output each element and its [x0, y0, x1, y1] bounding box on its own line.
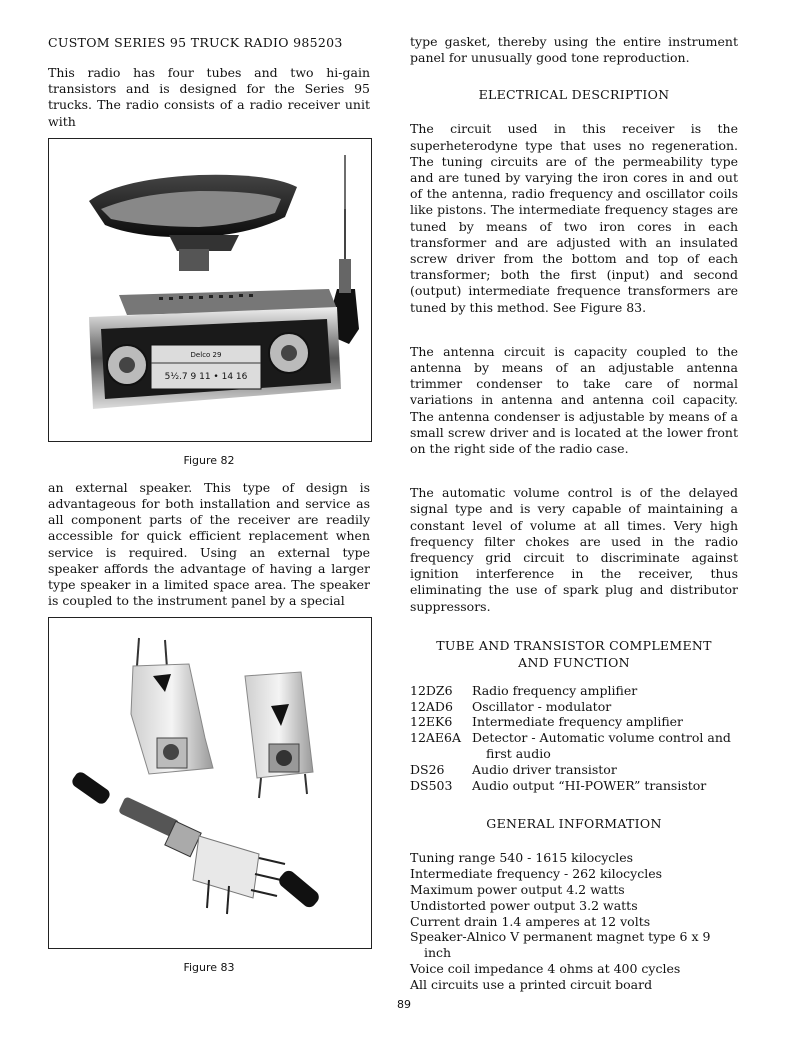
- tube-function: Intermediate frequency amplifier: [472, 714, 684, 730]
- list-item: Maximum power output 4.2 watts: [410, 882, 625, 898]
- figure-83-caption: Figure 83: [183, 961, 235, 975]
- right-column: [410, 34, 738, 993]
- list-item: Intermediate frequency - 262 kilocycles: [410, 866, 663, 882]
- transformer-can-left: [131, 638, 213, 774]
- coil-assembly: [118, 797, 285, 915]
- electrical-description-heading: ELECTRICAL DESCRIPTION: [478, 87, 670, 103]
- intro-paragraph: This radio has four tubes and two hi-gain transistors and is designed for the Series 95 trucks. The radio consists of a radio receiver unit with: [48, 65, 370, 129]
- left-column: [48, 34, 370, 975]
- page-number: 89: [397, 998, 411, 1011]
- transformer-can-right: [245, 672, 313, 798]
- tube-heading-line2: AND FUNCTION: [518, 654, 630, 670]
- table-row: [410, 714, 738, 730]
- table-row: [410, 683, 738, 699]
- tube-complement-heading: [410, 637, 738, 671]
- tube-code: 12AD6: [410, 698, 453, 714]
- tube-code: 12DZ6: [410, 682, 453, 698]
- continuation-paragraph: type gasket, thereby using the entire instrument panel for unusually good tone reproduction.: [410, 34, 738, 66]
- dial-scale: 5½.7 9 11 • 14 16: [164, 371, 248, 382]
- iron-core-small: [70, 770, 112, 806]
- tube-complement-table: [410, 683, 738, 794]
- antenna-paragraph: The antenna circuit is capacity coupled to the antenna by means of an adjustable antenna trimmer condenser to take care of normal variations in antenna and antenna coil capacity. The antenna condenser is adjustable by means of a small screw driver and is located at the lower front on the right side of the radio case.: [410, 343, 738, 457]
- iron-core-large: [276, 868, 321, 910]
- figure-82-photo: [48, 138, 372, 442]
- list-item: Voice coil impedance 4 ohms at 400 cycles: [410, 961, 681, 977]
- avc-paragraph: The automatic volume control is of the delayed signal type and is very capable of maintaining a constant level of volume at all times. Very high frequency filter chokes are used in the radio frequency grid circuit to discriminate against ignition interference in the receiver, thus eliminating the use of spark plug and distributor suppressors.: [410, 485, 738, 614]
- general-information-list: [410, 850, 738, 992]
- tube-code: 12EK6: [410, 714, 453, 730]
- tube-function: Audio driver transistor: [472, 761, 617, 777]
- list-item: Undistorted power output 3.2 watts: [410, 897, 638, 913]
- table-row: [410, 730, 738, 762]
- table-row: [410, 699, 738, 715]
- dial-brand: Delco 29: [190, 350, 222, 359]
- table-row: [410, 778, 738, 794]
- tube-heading-line1: TUBE AND TRANSISTOR COMPLEMENT: [436, 637, 712, 653]
- figure-82-caption: Figure 82: [183, 453, 235, 467]
- table-row: [410, 762, 738, 778]
- list-item: Tuning range 540 - 1615 kilocycles: [410, 850, 634, 866]
- if-transformer-illustration: [49, 618, 371, 948]
- tube-function: Oscillator - modulator: [472, 698, 612, 714]
- radio-unit-illustration: [49, 139, 371, 441]
- speaker-paragraph: an external speaker. This type of design is advantageous for both installation and service as all component parts of the receiver are readily accessible for quick efficient replacement when service is required. Using an external type speaker affords the advantage of having a larger type speaker in a limited space area. The speaker is coupled to the instrument panel by a special: [48, 479, 370, 609]
- list-item: All circuits use a printed circuit board: [410, 976, 653, 992]
- list-item: Current drain 1.4 amperes at 12 volts: [410, 913, 651, 929]
- tube-function: Detector - Automatic volume control and first audio: [472, 730, 731, 762]
- speaker-housing: [89, 175, 297, 271]
- circuit-paragraph: The circuit used in this receiver is the superheterodyne type that uses no regeneration. The tuning circuits are of the permeability type and are tuned by varying the iron cores in and out of the antenna, radio frequency and oscillator coils like pistons. The intermediate frequency stages are tuned by means of two iron cores in each transformer and are adjusted with an insulated screw driver from the bottom and top of each transformer; both the first (input) and second (output) intermediate frequence transformers are tuned by this method. See Figure 83.: [410, 121, 738, 315]
- figure-83-photo: [48, 617, 372, 949]
- tube-code: 12AE6A: [410, 730, 462, 746]
- tube-function: Radio frequency amplifier: [472, 682, 638, 698]
- radio-chassis: [89, 289, 341, 409]
- general-information-heading: GENERAL INFORMATION: [486, 816, 662, 832]
- page-title: CUSTOM SERIES 95 TRUCK RADIO 985203: [48, 35, 343, 50]
- tube-code: DS26: [410, 761, 445, 777]
- tube-function: Audio output “HI-POWER” transistor: [472, 777, 707, 793]
- tube-code: DS503: [410, 777, 453, 793]
- list-item: Speaker-Alnico V permanent magnet type 6 x 9 inch: [410, 929, 711, 961]
